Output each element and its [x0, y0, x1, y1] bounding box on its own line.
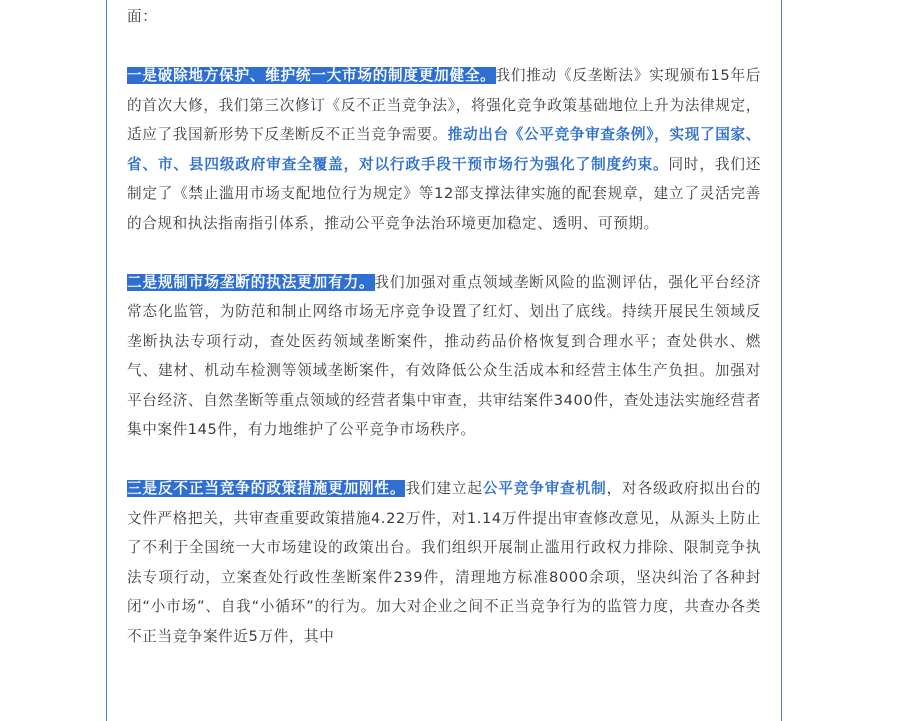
paragraph-3: [127, 474, 761, 651]
paragraph-1-emphasis: 推动出台《公平竞争审查条例》，实现了国家、省、市、县四级政府审查全覆盖，对以行政手段干预市场行为强化了制度约束。: [127, 126, 761, 173]
paragraph-2-text: 我们加强对重点领域垄断风险的监测评估，强化平台经济常态化监管，为防范和制止网络市场无序竞争设置了红灯、划出了底线。持续开展民生领域反垄断执法专项行动，查处医药领域垄断案件，推动药品价格恢复到合理水平；查处供水、燃气、建材、机动车检测等领域垄断案件，有效降低公众生活成本和经营主体生产负担。加强对平台经济、自然垄断等重点领域的经营者集中审查，共审结案件3400件，查处违法实施经营者集中案件145件，有力地维护了公平竞争市场秩序。: [127, 273, 761, 438]
paragraph-1-text-b: 同时，我们还制定了《禁止滥用市场支配地位行为规定》等12部支撑法律实施的配套规章，建立了灵活完善的合规和执法指南指引体系，推动公平竞争法治环境更加稳定、透明、可预期。: [127, 155, 761, 232]
paragraph-1-heading: 一是破除地方保护、维护统一大市场的制度更加健全。: [127, 67, 496, 84]
paragraph-1: [127, 61, 761, 238]
paragraph-3-text-a: 我们建立起: [405, 480, 483, 497]
paragraph-3-text-b: ，对各级政府拟出台的文件严格把关，共审查重要政策措施4.22万件，对1.14万件提出审查修改意见，从源头上防止了不利于全国统一大市场建设的政策出台。我们组织开展制止滥用行政权力排除、限制竞争执法专项行动，立案查处行政性垄断案件239件，清理地方标准8000余项，坚决纠治了各种封闭“小市场”、自我“小循环”的行为。加大对企业之间不正当竞争行为的监管力度，共查办各类不正当竞争案件近5万件，其中: [127, 480, 761, 645]
paragraph-2-heading: 二是规制市场垄断的执法更加有力。: [127, 273, 375, 291]
paragraph-2: [127, 268, 761, 445]
top-fragment: 面：: [127, 8, 158, 25]
article-body: [127, 0, 761, 651]
paragraph-1-text-a: 我们推动《反垄断法》实现颁布15年后的首次大修，我们第三次修订《反不正当竞争法》，将强化竞争政策基础地位上升为法律规定，适应了我国新形势下反垄断反不正当竞争需要。: [127, 67, 762, 143]
paragraph-3-emphasis: 公平竞争审查机制: [482, 480, 607, 497]
paragraph-3-heading: 三是反不正当竞争的政策措施更加刚性。: [127, 480, 406, 497]
